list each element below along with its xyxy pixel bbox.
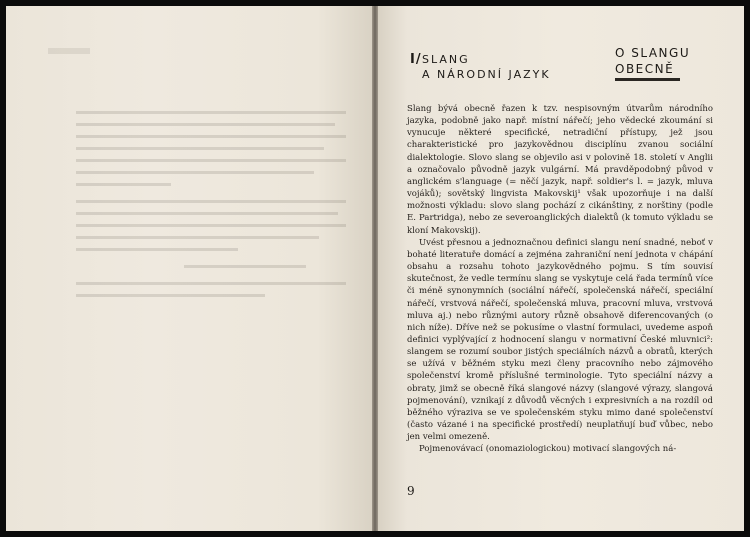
left-page <box>6 6 372 531</box>
left-page-show-through-text <box>76 111 346 331</box>
section-title-line-1: O SLANGU <box>615 46 691 60</box>
chapter-title-line-1: SLANG <box>422 53 470 66</box>
chapter-title <box>422 52 551 82</box>
chapter-title-line-2: A NÁRODNÍ JAZYK <box>422 68 551 81</box>
section-title-rule <box>615 78 680 81</box>
chapter-number: I/ <box>410 52 422 67</box>
paragraph-2: Uvést přesnou a jednoznačnou definici slangu není snadné, neboť v bohaté literatuře domácí a zejména zahraniční není jednota v chápání obsahu a rozsahu tohoto jazykovědného pojmu. S tím souvisí skutečnost, že vedle termínu slang se vyskytuje celá řada termínů více či méně synonymních (sociální nářečí, společenská nářečí, speciální nářečí, vrstvová nářečí, společenská mluva, pracovní mluva, vrstvová mluva aj.) nebo různými autory různě obsahově diferencovaných (o nich níže). Dříve než se pokusíme o vlastní formulaci, uvedeme aspoň definici vyplývající z hodnocení slangu v normativní České mluvnici²: slangem se rozumí soubor jistých speciálních názvů a obratů, kterých se užívá v běžném styku mezi členy pracovního nebo zájmového společenství kromě příslušné terminologie. Tyto speciální názvy a obraty, jimž se obecně říká slangové názvy (slangové výrazy, slangová pojmenování), vznikají z důvodů věcných i expresivních a na rozdíl od běžného výraziva se ve společenském styku mimo dané společenství (často vázané i na specifické prostředí) neuplatňují buď vůbec, nebo jen velmi omezeně. <box>407 237 713 443</box>
section-title-line-2: OBECNĚ <box>615 62 675 76</box>
right-page <box>378 6 744 531</box>
page-number: 9 <box>407 484 415 498</box>
paragraph-3: Pojmenovávací (onomaziologickou) motivací slangových ná- <box>419 444 677 455</box>
body-text <box>407 103 713 456</box>
left-page-header-show-through <box>48 48 90 54</box>
paragraph-1: Slang bývá obecně řazen k tzv. nespisovným útvarům národního jazyka, podobně jako např. místní nářečí; jeho vědecké zkoumání si vynucuje některé specifické, netradiční přístupy, jež jsou charakteristické pro jazykovědnou disciplínu zvanou sociální dialektologie. Slovo slang se objevilo asi v polovině 18. století v Anglii a označovalo původně jazyk vulgární. Má pravděpodobný původ v anglickém s'language (= něčí jazyk, např. soldier's l. = jazyk, mluva vojáků); sovětský lingvista Makovskij¹ však upozorňuje i na další možnosti výkladu: slovo slang pochází z cikánštiny, z norštiny (podle E. Partridga), nebo ze severoanglických dialektů (k tomuto výkladu se kloní Makovskij). <box>407 104 713 236</box>
section-title <box>615 45 690 77</box>
